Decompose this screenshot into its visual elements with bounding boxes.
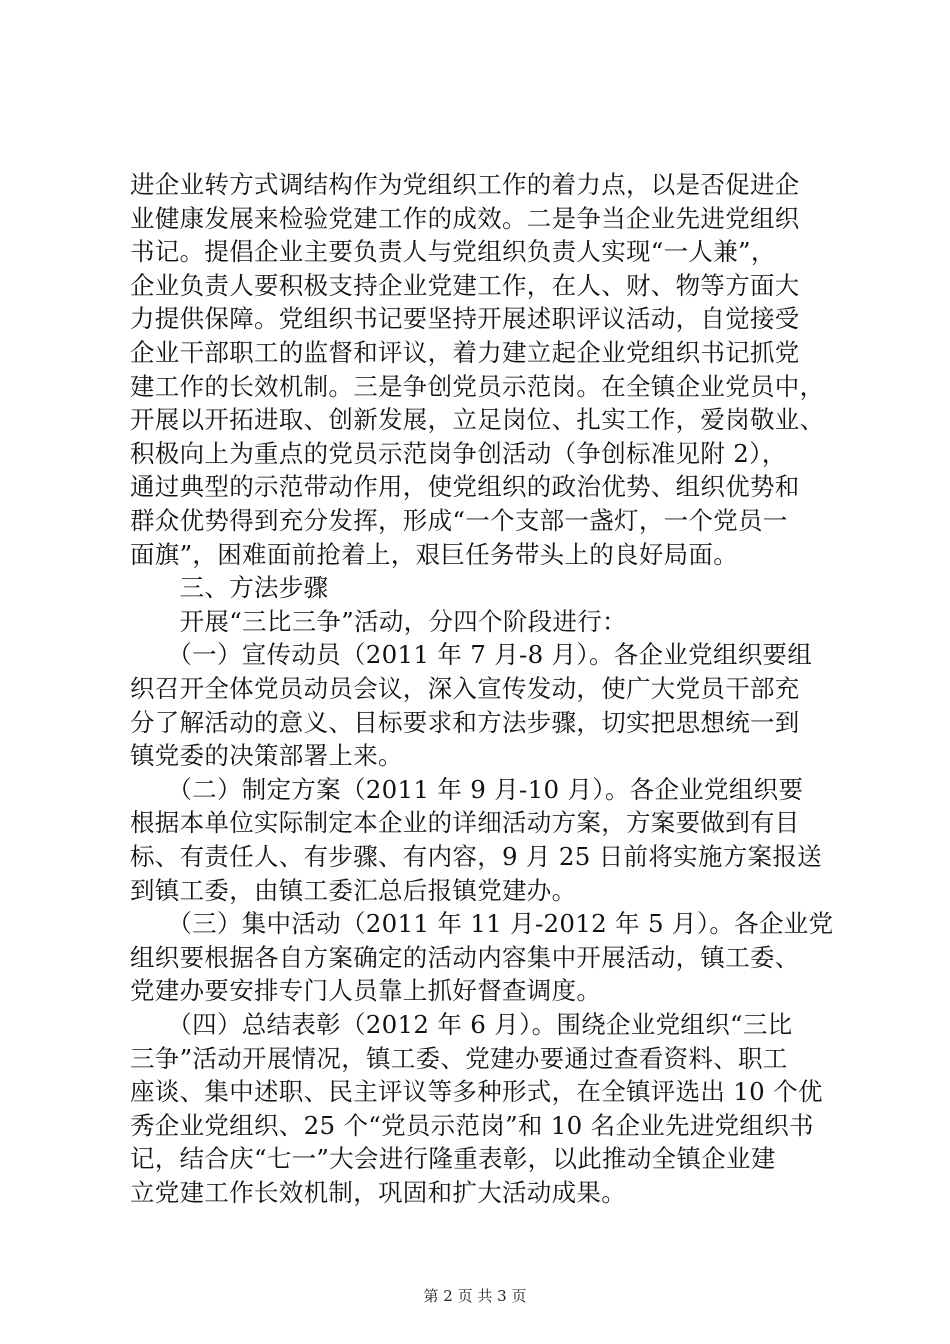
body-text-line: （一）宣传动员（2011 年 7 月-8 月）。各企业党组织要组 <box>130 640 813 670</box>
body-text-line: 标、有责任人、有步骤、有内容，9 月 25 日前将实施方案报送 <box>130 842 822 871</box>
body-text-line: 织召开全体党员动员会议，深入宣传发动，使广大党员干部充 <box>130 674 800 703</box>
body-text-line: 开展以开拓进取、创新发展，立足岗位、扎实工作，爱岗敬业、 <box>130 405 825 435</box>
body-text-line: 开展“三比三争”活动，分四个阶段进行： <box>130 606 627 636</box>
body-text-line: 书记。提倡企业主要负责人与党组织负责人实现“一人兼”， <box>130 237 776 267</box>
body-text-line: （三）集中活动（2011 年 11 月-2012 年 5 月）。各企业党 <box>130 909 834 939</box>
body-text-line: 镇党委的决策部署上来。 <box>130 741 403 771</box>
body-text-line: 群众优势得到充分发挥，形成“一个支部一盏灯，一个党员一 <box>130 506 788 535</box>
section-heading: 三、方法步骤 <box>130 573 329 603</box>
body-text-line: 积极向上为重点的党员示范岗争创活动（争创标准见附 2）， <box>130 438 787 468</box>
body-text-line: （二）制定方案（2011 年 9 月-10 月）。各企业党组织要 <box>130 774 804 804</box>
page-number-footer: 第 2 页 共 3 页 <box>423 1287 527 1305</box>
body-text-line: 企业负责人要积极支持企业党建工作，在人、财、物等方面大 <box>130 270 800 300</box>
body-text-line: 立党建工作长效机制，巩固和扩大活动成果。 <box>130 1178 626 1207</box>
body-text-line: 三争”活动开展情况，镇工委、党建办要通过查看资料、职工 <box>130 1043 788 1073</box>
body-text-line: 组织要根据各自方案确定的活动内容集中开展活动，镇工委、 <box>130 942 800 972</box>
body-text-line: （四）总结表彰（2012 年 6 月）。围绕企业党组织“三比 <box>130 1010 793 1039</box>
body-text-line: 通过典型的示范带动作用，使党组织的政治优势、组织优势和 <box>130 472 800 502</box>
body-text-line: 力提供保障。党组织书记要坚持开展述职评议活动，自觉接受 <box>130 304 800 334</box>
body-text-line: 进企业转方式调结构作为党组织工作的着力点，以是否促进企 <box>130 170 800 199</box>
body-text-line: 分了解活动的意义、目标要求和方法步骤，切实把思想统一到 <box>130 707 800 737</box>
body-text-line: 记，结合庆“七一”大会进行隆重表彰，以此推动全镇企业建 <box>130 1144 776 1174</box>
body-text-line: 党建办要安排专门人员靠上抓好督查调度。 <box>130 976 602 1006</box>
body-text-line: 面旗”，困难面前抢着上，艰巨任务带头上的良好局面。 <box>130 539 739 569</box>
body-text-line: 企业干部职工的监督和评议，着力建立起企业党组织书记抓党 <box>130 338 800 367</box>
body-text-line: 秀企业党组织、25 个“党员示范岗”和 10 名企业先进党组织书 <box>130 1110 814 1140</box>
body-text-line: 建工作的长效机制。三是争创党员示范岗。在全镇企业党员中， <box>130 371 825 401</box>
body-text-line: 业健康发展来检验党建工作的成效。二是争当企业先进党组织 <box>130 203 800 233</box>
body-text-line: 座谈、集中述职、民主评议等多种形式，在全镇评选出 10 个优 <box>130 1077 823 1107</box>
body-text-line: 到镇工委，由镇工委汇总后报镇党建办。 <box>130 875 577 905</box>
body-text-line: 根据本单位实际制定本企业的详细活动方案，方案要做到有目 <box>130 808 800 838</box>
